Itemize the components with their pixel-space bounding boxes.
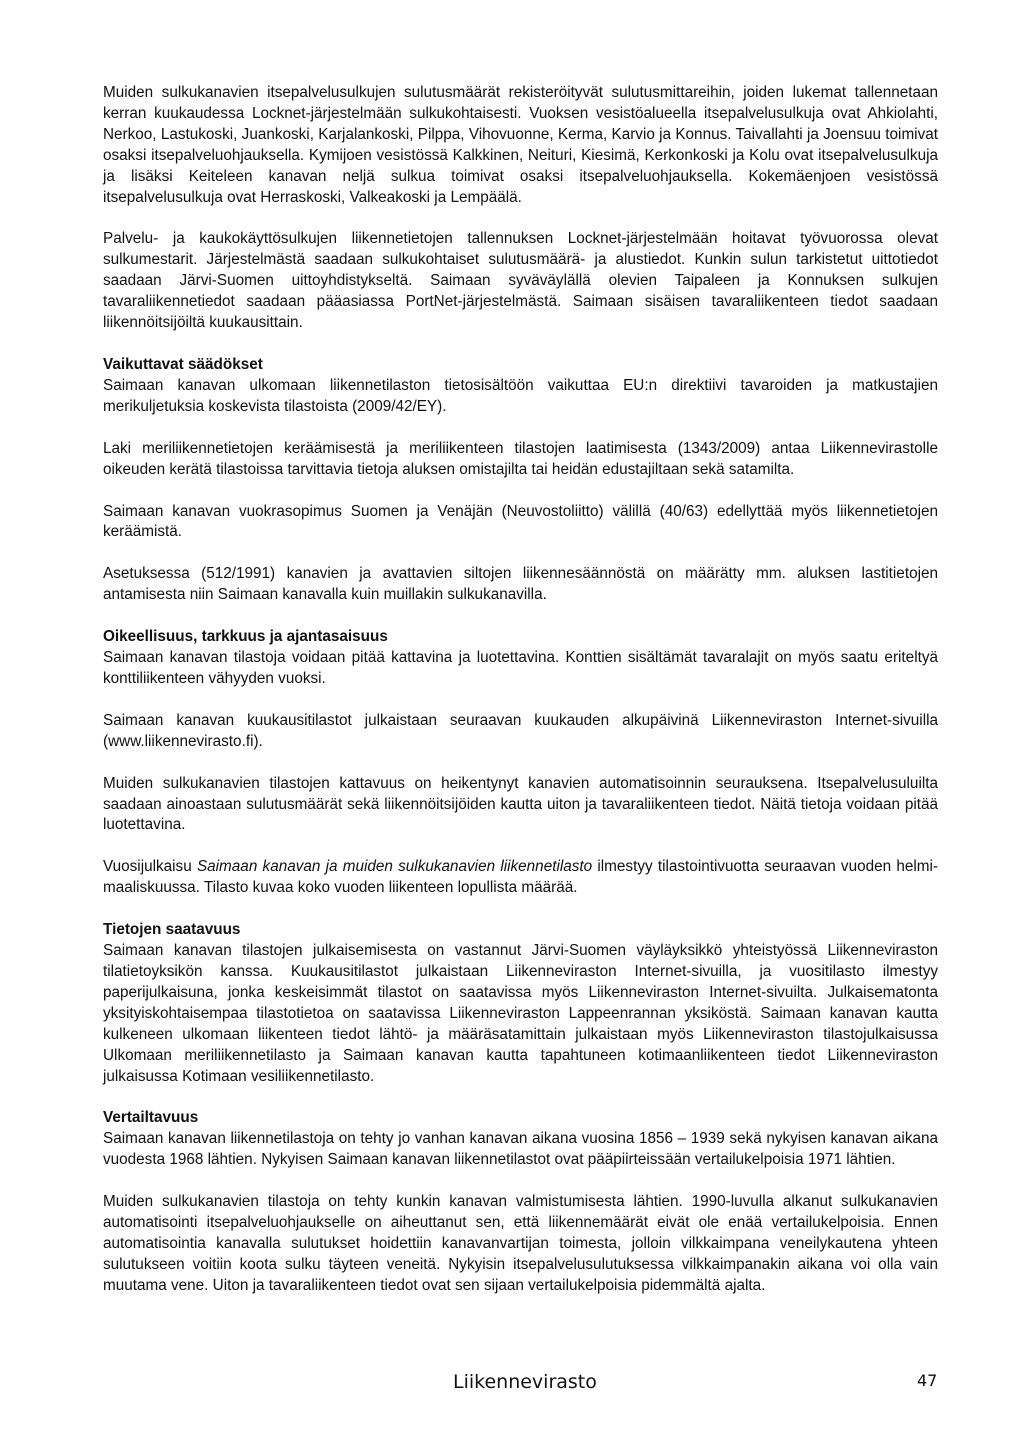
regulations-paragraph-3: Saimaan kanavan vuokrasopimus Suomen ja Venäjän (Neuvostoliitto) välillä (40/63) edellyttää myös liikennetietojen keräämistä.	[103, 502, 938, 541]
page-number: 47	[917, 1371, 938, 1390]
regulations-paragraph-2: Laki meriliikennetietojen keräämisestä ja meriliikenteen tilastojen laatimisesta (1343/2009) antaa Liikennevirastolle oikeuden kerätä tilastoissa tarvittavia tietoja aluksen omistajilta tai heidän edustajiltaan sekä satamilta.	[103, 439, 938, 478]
accuracy-paragraph-4	[103, 857, 938, 899]
section-heading-accuracy: Oikeellisuus, tarkkuus ja ajantasaisuus	[103, 628, 388, 646]
accuracy-paragraph-1: Saimaan kanavan tilastoja voidaan pitää kattavina ja luotettavina. Konttien sisältämät tavaralajit on myös saatu eriteltyä konttiliikenteen vähyyden vuoksi.	[103, 649, 938, 687]
comparability-paragraph-2: Muiden sulkukanavien tilastoja on tehty kunkin kanavan valmistumisesta lähtien. 1990-luvulla alkanut sulkukanavien automatisointi itsepalveluohjaukselle on aiheuttanut sen, että liikennemäärät eivät ole enää vertailukelpoisia. Ennen automatisointia kanavalla sulutukset hoidettiin kanavanvartijan toimesta, jolloin vilkkaimpana veneilykautena yhteen sulutukseen voitiin koota sulku täyteen veneitä. Nykyisin itsepalvelusulutuksessa vilkkaimpanakin aikana voi olla vain muutama vene. Uiton ja tavaraliikenteen tiedot ovat sen sijaan vertailukelpoisia pidemmältä ajalta.	[103, 1193, 938, 1294]
section-heading-comparability: Vertailtavuus	[103, 1109, 199, 1127]
accuracy-p4-lead: Vuosijulkaisu	[103, 858, 197, 876]
regulations-paragraph-1: Saimaan kanavan ulkomaan liikennetilaston tietosisältöön vaikuttaa EU:n direktiivi tavaroiden ja matkustajien merikuljetuksia koskevista tilastoista (2009/42/EY).	[103, 376, 938, 415]
section-heading-regulations: Vaikuttavat säädökset	[103, 355, 263, 373]
page-content	[103, 83, 938, 1297]
accuracy-paragraph-3: Muiden sulkukanavien tilastojen kattavuus on heikentynyt kanavien automatisoinnin seurauksena. Itsepalvelusuluilta saadaan ainoastaan sulutusmäärät sekä liikennöitsijöiden kautta uiton ja tavaraliikenteen tiedot. Näitä tietoja voidaan pitää luotettavina.	[103, 774, 938, 834]
intro-paragraph-2: Palvelu- ja kaukokäyttösulkujen liikennetietojen tallennuksen Locknet-järjestelmään hoitavat työvuorossa olevat sulkumestarit. Järjestelmästä saadaan sulkukohtaiset sulutusmäärä- ja alustiedot. Kunkin sulun tarkistetut uittotiedot saadaan Järvi-Suomen uittoyhdistykseltä. Saimaan syväväylällä olevien Taipaleen ja Konnuksen sulkujen tavaraliikennetiedot saadaan pääasiassa PortNet-järjestelmästä. Saimaan sisäisen tavaraliikenteen tiedot saadaan liikennöitsijöiltä kuukausittain.	[103, 230, 938, 332]
comparability-paragraph-1: Saimaan kanavan liikennetilastoja on tehty jo vanhan kanavan aikana vuosina 1856 – 1939 sekä nykyisen kanavan aikana vuodesta 1968 lähtien. Nykyisen Saimaan kanavan liikennetilastot ovat pääpiirteissään vertailukelpoisia 1971 lähtien.	[103, 1130, 938, 1169]
section-heading-availability: Tietojen saatavuus	[103, 921, 241, 939]
accuracy-p4-tail: ilmestyy tilastointivuotta seuraavan vuoden helmi- maaliskuussa. Tilasto kuvaa koko vuoden liikenteen lopullista määrää.	[103, 858, 938, 897]
footer-brand: Liikennevirasto	[453, 1371, 597, 1393]
publication-title: Saimaan kanavan ja muiden sulkukanavien liikennetilasto	[196, 858, 593, 876]
regulations-paragraph-4: Asetuksessa (512/1991) kanavien ja avattavien siltojen liikennesäännöstä on määrätty mm. aluksen lastitietojen antamisesta niin Saimaan kanavalla kuin muillakin sulkukanavilla.	[103, 565, 938, 604]
intro-paragraph-1: Muiden sulkukanavien itsepalvelusulkujen sulutusmäärät rekisteröityvät sulutusmittareihin, joiden lukemat tallennetaan kerran kuukaudessa Locknet-järjestelmään sulkukohtaisesti. Vuoksen vesistöalueella itsepalvelusulkuja ovat Ahkiolahti, Nerkoo, Lastukoski, Juankoski, Karjalankoski, Pilppa, Vihovuonne, Kerma, Karvio ja Konnus. Taivallahti ja Joensuu toimivat osaksi itsepalveluohjauksella. Kymijoen vesistössä Kalkkinen, Neituri, Kiesimä, Kerkonkoski ja Kolu ovat itsepalvelusulkuja ja lisäksi Keiteleen kanavan neljä sulkua toimivat osaksi itsepalveluohjauksella. Kokemäenjoen vesistössä itsepalvelusulkuja ovat Herraskoski, Valkeakoski ja Lempäälä.	[103, 84, 938, 206]
availability-paragraph-1: Saimaan kanavan tilastojen julkaisemisesta on vastannut Järvi-Suomen väyläyksikkö yhteistyössä Liikenneviraston tilatietoyksikön kanssa. Kuukausitilastot julkaistaan Liikenneviraston Internet-sivuilla, ja vuositilasto ilmestyy paperijulkaisuna, jonka keskeisimmät tilastot on saatavissa myös Liikenneviraston Internet-sivuilta. Julkaisematonta yksityiskohtaisempaa tilastotietoa on saatavissa Liikenneviraston Lappeenrannan yksiköstä. Saimaan kanavan kautta kulkeneen ulkomaan liikenteen tiedot lähtö- ja määräsatamittain julkaistaan myös Liikenneviraston tilastojulkaisussa Ulkomaan meriliikennetilasto ja Saimaan kanavan kautta tapahtuneen kotimaanliikenteen tiedot Liikenneviraston julkaisussa Kotimaan vesiliikennetilasto.	[103, 942, 938, 1085]
accuracy-paragraph-2: Saimaan kanavan kuukausitilastot julkaistaan seuraavan kuukauden alkupäivinä Liikenneviraston Internet-sivuilla (www.liikennevirasto.fi).	[103, 711, 938, 750]
